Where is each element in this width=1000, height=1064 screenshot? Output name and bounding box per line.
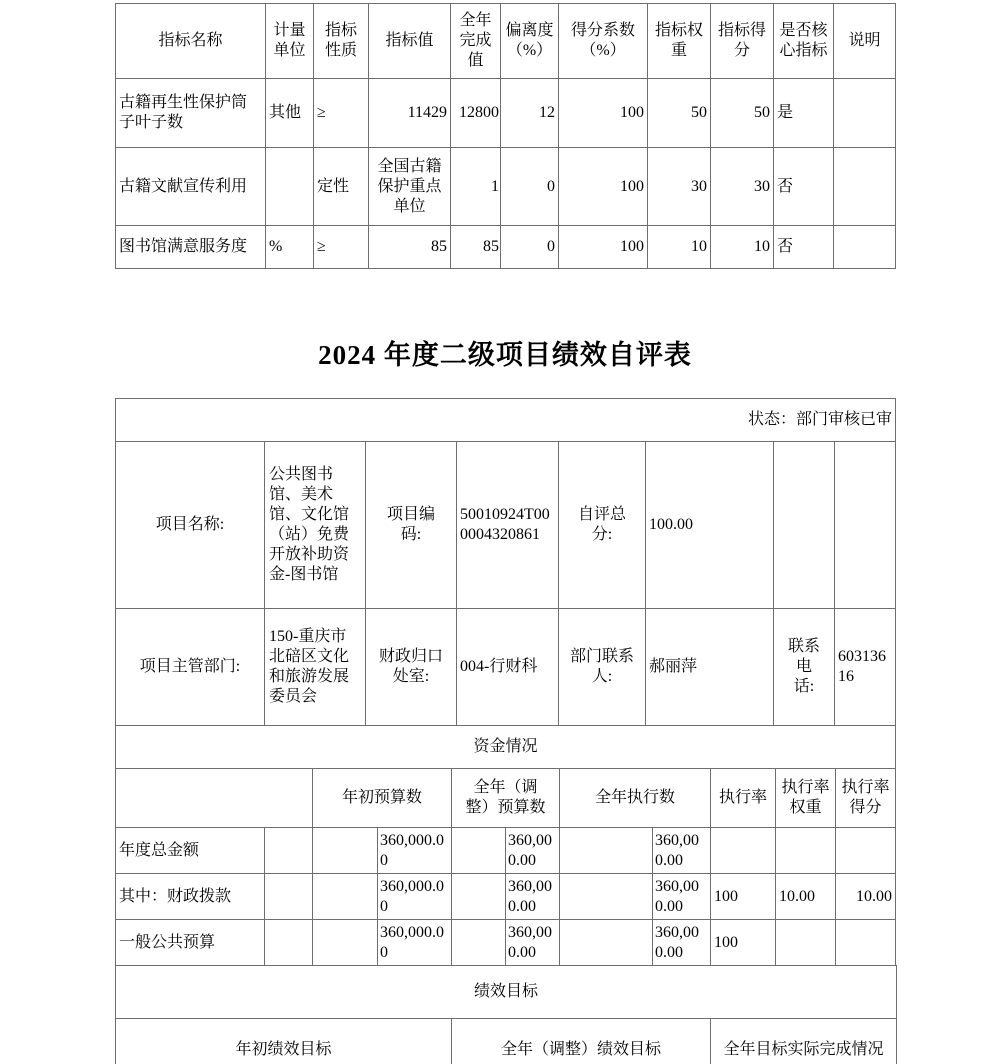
indicator-header-core: 是否核心指标	[774, 4, 834, 79]
indicator-annual: 85	[451, 226, 501, 269]
funding-executed-value: 360,000.00	[653, 920, 711, 966]
indicator-deviation: 0	[501, 226, 559, 269]
empty-cell	[452, 828, 506, 874]
empty-cell	[313, 828, 378, 874]
indicator-core: 否	[774, 226, 834, 269]
empty-cell	[452, 874, 506, 920]
funding-rate-weight-value	[776, 828, 836, 874]
empty-cell	[560, 920, 653, 966]
self-score-label: 自评总分:	[559, 442, 646, 609]
goals-header-adjusted: 全年（调整）绩效目标	[452, 1019, 711, 1064]
empty-cell	[774, 442, 835, 609]
indicator-row	[116, 148, 896, 226]
goals-header-actual: 全年目标实际完成情况	[711, 1019, 897, 1064]
funding-table	[115, 768, 896, 966]
empty-cell	[560, 874, 653, 920]
indicator-nature: ≥	[314, 226, 369, 269]
indicator-weight: 50	[648, 79, 711, 148]
status-row	[116, 399, 896, 442]
indicator-header-row	[116, 4, 896, 79]
indicator-score: 10	[711, 226, 774, 269]
indicator-name: 古籍文献宣传利用	[116, 148, 266, 226]
project-code-label: 项目编码:	[366, 442, 457, 609]
indicator-target: 全国古籍保护重点单位	[369, 148, 451, 226]
goals-table	[115, 965, 897, 1064]
funding-row	[116, 828, 896, 874]
funding-rate-score-value: 10.00	[836, 874, 896, 920]
goals-section-title: 绩效目标	[116, 966, 897, 1019]
empty-cell	[265, 920, 313, 966]
funding-initial-value: 360,000.00	[378, 920, 452, 966]
empty-cell	[313, 874, 378, 920]
project-code-value: 50010924T000004320861	[457, 442, 559, 609]
indicator-note	[834, 148, 896, 226]
indicator-unit: %	[266, 226, 314, 269]
project-info-table	[115, 398, 896, 769]
funding-rate-score-value	[836, 828, 896, 874]
indicator-header-note: 说明	[834, 4, 896, 79]
indicator-header-deviation: 偏离度（%）	[501, 4, 559, 79]
goals-section-row	[116, 966, 897, 1019]
indicator-header-target: 指标值	[369, 4, 451, 79]
funding-section-row	[116, 726, 896, 769]
funding-section-title: 资金情况	[116, 726, 896, 769]
indicator-header-nature: 指标性质	[314, 4, 369, 79]
indicator-annual: 12800	[451, 79, 501, 148]
indicator-note	[834, 79, 896, 148]
empty-cell	[116, 769, 313, 828]
indicator-target: 11429	[369, 79, 451, 148]
indicator-deviation: 12	[501, 79, 559, 148]
funding-header-executed: 全年执行数	[560, 769, 711, 828]
indicator-header-unit: 计量单位	[266, 4, 314, 79]
indicator-note	[834, 226, 896, 269]
contact-value: 郝丽萍	[646, 609, 774, 726]
indicator-nature: 定性	[314, 148, 369, 226]
funding-adjusted-value: 360,000.00	[506, 874, 560, 920]
funding-rate-value	[711, 828, 776, 874]
self-score-value: 100.00	[646, 442, 774, 609]
phone-value: 60313616	[835, 609, 896, 726]
goals-header-row	[116, 1019, 897, 1064]
indicator-target: 85	[369, 226, 451, 269]
indicator-coefficient: 100	[559, 79, 648, 148]
funding-row-label: 年度总金额	[116, 828, 265, 874]
indicator-score: 30	[711, 148, 774, 226]
indicator-weight: 30	[648, 148, 711, 226]
indicator-coefficient: 100	[559, 226, 648, 269]
funding-header-initial: 年初预算数	[313, 769, 452, 828]
funding-rate-value: 100	[711, 874, 776, 920]
indicator-header-coefficient: 得分系数（%）	[559, 4, 648, 79]
indicator-name: 图书馆满意服务度	[116, 226, 266, 269]
indicator-score: 50	[711, 79, 774, 148]
funding-rate-weight-value	[776, 920, 836, 966]
indicator-table	[115, 3, 896, 269]
indicator-header-score: 指标得分	[711, 4, 774, 79]
contact-label: 部门联系人:	[559, 609, 646, 726]
indicator-header-annual: 全年完成值	[451, 4, 501, 79]
empty-cell	[452, 920, 506, 966]
goals-header-initial: 年初绩效目标	[116, 1019, 452, 1064]
funding-adjusted-value: 360,000.00	[506, 828, 560, 874]
status-text: 状态：部门审核已审	[116, 399, 896, 442]
page-title: 2024 年度二级项目绩效自评表	[318, 340, 692, 370]
indicator-weight: 10	[648, 226, 711, 269]
funding-row	[116, 874, 896, 920]
empty-cell	[313, 920, 378, 966]
project-name-label: 项目名称:	[116, 442, 265, 609]
empty-cell	[265, 828, 313, 874]
indicator-nature: ≥	[314, 79, 369, 148]
funding-row-label: 其中：财政拨款	[116, 874, 265, 920]
project-dept-row	[116, 609, 896, 726]
funding-header-rate: 执行率	[711, 769, 776, 828]
funding-header-rate-score: 执行率得分	[836, 769, 896, 828]
funding-header-adjusted: 全年（调整）预算数	[452, 769, 560, 828]
indicator-annual: 1	[451, 148, 501, 226]
funding-executed-value: 360,000.00	[653, 828, 711, 874]
empty-cell	[560, 828, 653, 874]
funding-initial-value: 360,000.00	[378, 828, 452, 874]
indicator-header-name: 指标名称	[116, 4, 266, 79]
indicator-row	[116, 226, 896, 269]
indicator-core: 否	[774, 148, 834, 226]
project-name-value: 公共图书馆、美术馆、文化馆（站）免费开放补助资金-图书馆	[265, 442, 366, 609]
funding-rate-score-value	[836, 920, 896, 966]
phone-label: 联系电话:	[774, 609, 835, 726]
empty-cell	[265, 874, 313, 920]
funding-header-rate-weight: 执行率权重	[776, 769, 836, 828]
finance-office-value: 004-行财科	[457, 609, 559, 726]
project-name-row	[116, 442, 896, 609]
funding-initial-value: 360,000.00	[378, 874, 452, 920]
funding-rate-value: 100	[711, 920, 776, 966]
empty-cell	[835, 442, 896, 609]
project-dept-label: 项目主管部门:	[116, 609, 265, 726]
indicator-header-weight: 指标权重	[648, 4, 711, 79]
indicator-row	[116, 79, 896, 148]
indicator-deviation: 0	[501, 148, 559, 226]
funding-row-label: 一般公共预算	[116, 920, 265, 966]
indicator-name: 古籍再生性保护筒子叶子数	[116, 79, 266, 148]
funding-executed-value: 360,000.00	[653, 874, 711, 920]
finance-office-label: 财政归口处室:	[366, 609, 457, 726]
funding-row	[116, 920, 896, 966]
funding-rate-weight-value: 10.00	[776, 874, 836, 920]
funding-header-row	[116, 769, 896, 828]
project-dept-value: 150-重庆市北碚区文化和旅游发展委员会	[265, 609, 366, 726]
indicator-core: 是	[774, 79, 834, 148]
indicator-coefficient: 100	[559, 148, 648, 226]
indicator-unit: 其他	[266, 79, 314, 148]
indicator-unit	[266, 148, 314, 226]
funding-adjusted-value: 360,000.00	[506, 920, 560, 966]
